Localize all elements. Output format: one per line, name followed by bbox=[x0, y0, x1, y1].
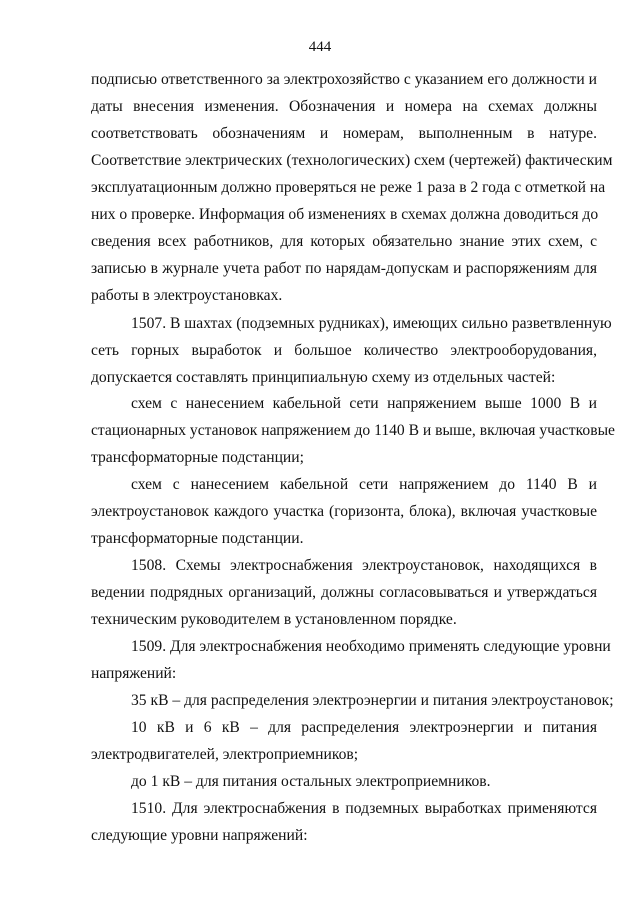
list-item-first-line: 35 кВ – для распределения электроэнергии и питания электроустановок; bbox=[131, 692, 614, 709]
list-item-first-line: 10 кВ и 6 кВ – для распределения электроэнергии и питания bbox=[131, 719, 597, 736]
text-line: работы в электроустановках. bbox=[91, 287, 283, 304]
text-line: записью в журнале учета работ по нарядам-допускам и распоряжениям для bbox=[91, 260, 597, 277]
text-line: Соответствие электрических (технологических) схем (чертежей) фактическим bbox=[91, 152, 613, 169]
paragraph-1508-first-line: 1508. Схемы электроснабжения электроустановок, находящихся в bbox=[131, 557, 597, 574]
text-line: трансформаторные подстанции. bbox=[91, 530, 304, 547]
text-line: сведения всех работников, для которых обязательно знание этих схем, с bbox=[91, 233, 597, 250]
text-line: эксплуатационным должно проверяться не реже 1 раза в 2 года с отметкой на bbox=[91, 179, 606, 196]
text-line: напряжений: bbox=[91, 665, 177, 682]
text-line: соответствовать обозначениям и номерам, выполненным в натуре. bbox=[91, 125, 597, 142]
text-line: сеть горных выработок и большое количество электрооборудования, bbox=[91, 342, 597, 359]
paragraph-1509-first-line: 1509. Для электроснабжения необходимо применять следующие уровни bbox=[131, 638, 611, 655]
paragraph-1510-first-line: 1510. Для электроснабжения в подземных выработках применяются bbox=[131, 800, 597, 817]
list-item-first-line: до 1 кВ – для питания остальных электроприемников. bbox=[131, 773, 491, 790]
text-line: даты внесения изменения. Обозначения и номера на схемах должны bbox=[91, 98, 597, 115]
text-line: трансформаторные подстанции; bbox=[91, 449, 304, 466]
text-line: следующие уровни напряжений: bbox=[91, 827, 308, 844]
paragraph-1507-first-line: 1507. В шахтах (подземных рудниках), имеющих сильно разветвленную bbox=[131, 315, 612, 332]
text-line: техническим руководителем в установленном порядке. bbox=[91, 611, 457, 628]
text-line: стационарных установок напряжением до 1140 В и выше, включая участковые bbox=[91, 422, 615, 439]
text-line: подписью ответственного за электрохозяйство с указанием его должности и bbox=[91, 71, 597, 88]
text-line: электродвигателей, электроприемников; bbox=[91, 746, 359, 763]
text-line: них о проверке. Информация об изменениях в схемах должна доводиться до bbox=[91, 206, 599, 223]
list-item-first-line: схем с нанесением кабельной сети напряжением до 1140 В и bbox=[131, 476, 597, 493]
text-line: допускается составлять принципиальную схему из отдельных частей: bbox=[91, 369, 556, 386]
text-line: электроустановок каждого участка (горизонта, блока), включая участковые bbox=[91, 503, 597, 520]
text-line: ведении подрядных организаций, должны согласовываться и утверждаться bbox=[91, 584, 597, 601]
list-item-first-line: схем с нанесением кабельной сети напряжением выше 1000 В и bbox=[131, 395, 597, 412]
page-number: 444 bbox=[308, 39, 332, 55]
